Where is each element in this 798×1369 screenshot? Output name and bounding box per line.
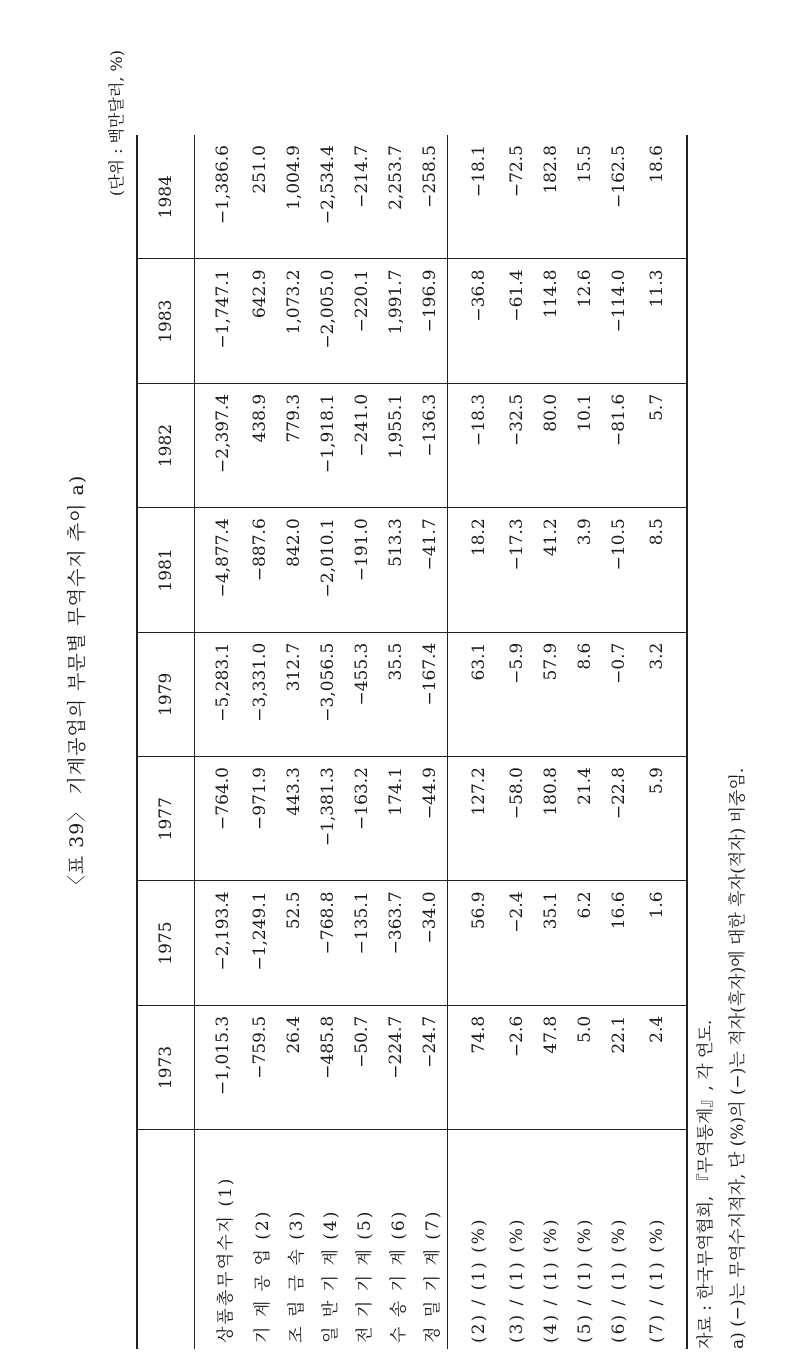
table-cell: 6.2 (568, 881, 602, 1005)
table-cell: −1,249.1 (243, 881, 277, 1005)
row-label: 일 반 기 계 (4) (320, 1209, 341, 1343)
table-cell: −485.8 (311, 1005, 345, 1129)
table-cell: 1.6 (636, 881, 687, 1005)
table-cell: −163.2 (345, 757, 379, 881)
table-cell: 842.0 (277, 508, 311, 632)
table-cell: 35.5 (379, 632, 413, 756)
table-cell: 35.1 (534, 881, 568, 1005)
table-cell: −3,056.5 (311, 632, 345, 756)
year-header: 1977 (137, 757, 195, 881)
table-cell: 312.7 (277, 632, 311, 756)
table-cell: 57.9 (534, 632, 568, 756)
table-cell: 41.2 (534, 508, 568, 632)
table-cell: −61.4 (500, 259, 534, 383)
table-cell: 15.5 (568, 135, 602, 259)
table-cell: −72.5 (500, 135, 534, 259)
table-cell: 5.7 (636, 383, 687, 507)
table-cell: 21.4 (568, 757, 602, 881)
table-title: 〈표 39〉 기계공업의 부문별 무역수지 추이 a) (66, 474, 88, 895)
table-cell: −44.9 (413, 757, 448, 881)
table-cell: −167.4 (413, 632, 448, 756)
table-cell: 11.3 (636, 259, 687, 383)
table-row (243, 135, 277, 1349)
table-cell: −2,193.4 (195, 881, 244, 1005)
table-cell: 1,991.7 (379, 259, 413, 383)
table-cell: 74.8 (448, 1005, 501, 1129)
table-row (534, 135, 568, 1349)
table-cell: −1,386.6 (195, 135, 244, 259)
year-header: 1984 (137, 135, 195, 259)
table-cell: −258.5 (413, 135, 448, 259)
table-row (195, 135, 244, 1349)
row-label: 상품총무역수지 (1) (215, 1176, 236, 1343)
table-cell: −759.5 (243, 1005, 277, 1129)
table-cell: 251.0 (243, 135, 277, 259)
table-cell: −196.9 (413, 259, 448, 383)
table-cell: −4,877.4 (195, 508, 244, 632)
table-cell: 443.3 (277, 757, 311, 881)
table-cell: 2,253.7 (379, 135, 413, 259)
table-cell: −887.6 (243, 508, 277, 632)
table-cell: 1,955.1 (379, 383, 413, 507)
table-cell: −135.1 (345, 881, 379, 1005)
table-cell: −3,331.0 (243, 632, 277, 756)
table-cell: −24.7 (413, 1005, 448, 1129)
footnote: a) (−)는 무역수지적자, 단 (%)의 (−)는 적자(흑자)에 대한 흑자(적자) 비중임. (728, 767, 748, 1349)
table-cell: 127.2 (448, 757, 501, 881)
year-header: 1983 (137, 259, 195, 383)
table-cell: −10.5 (602, 508, 636, 632)
table-cell: −18.3 (448, 383, 501, 507)
table-cell: −224.7 (379, 1005, 413, 1129)
table-cell: −114.0 (602, 259, 636, 383)
table-row (602, 135, 636, 1349)
table-body (195, 135, 688, 1349)
row-label: 기 계 공 업 (2) (252, 1209, 273, 1343)
table-row (311, 135, 345, 1349)
table-cell: 16.6 (602, 881, 636, 1005)
table-cell: −220.1 (345, 259, 379, 383)
table-row (379, 135, 413, 1349)
year-header: 1982 (137, 383, 195, 507)
table-cell: 513.3 (379, 508, 413, 632)
table-cell: 1,004.9 (277, 135, 311, 259)
table-cell: 114.8 (534, 259, 568, 383)
table-cell: 438.9 (243, 383, 277, 507)
table-cell: 80.0 (534, 383, 568, 507)
row-label: 조 립 금 속 (3) (286, 1209, 307, 1343)
table-cell: −18.1 (448, 135, 501, 259)
table-cell: −81.6 (602, 383, 636, 507)
table-cell: 56.9 (448, 881, 501, 1005)
year-header: 1979 (137, 632, 195, 756)
table-cell: 779.3 (277, 383, 311, 507)
table-cell: −768.8 (311, 881, 345, 1005)
source-note: 자료 : 한국무역협회, 『무역통계』, 각 연도. (696, 1019, 716, 1349)
table-cell: 3.2 (636, 632, 687, 756)
table-cell: −136.3 (413, 383, 448, 507)
table-cell: −5,283.1 (195, 632, 244, 756)
table-cell: −191.0 (345, 508, 379, 632)
table-cell: −1,918.1 (311, 383, 345, 507)
table-cell: −971.9 (243, 757, 277, 881)
table-cell: −58.0 (500, 757, 534, 881)
table-cell: 642.9 (243, 259, 277, 383)
unit-note: (단위 : 백만달러, %) (107, 50, 126, 197)
row-label: 수 송 기 계 (6) (388, 1209, 409, 1343)
table-cell: −241.0 (345, 383, 379, 507)
table-cell: −1,747.1 (195, 259, 244, 383)
table-cell: 18.2 (448, 508, 501, 632)
table-cell: −36.8 (448, 259, 501, 383)
row-label: (4) / (1) (%) (541, 1217, 561, 1343)
table-cell: 8.5 (636, 508, 687, 632)
table-cell: 5.0 (568, 1005, 602, 1129)
table-cell: −2.6 (500, 1005, 534, 1129)
year-header: 1975 (137, 881, 195, 1005)
table-cell: −363.7 (379, 881, 413, 1005)
table-row (277, 135, 311, 1349)
table-cell: −2,397.4 (195, 383, 244, 507)
header-blank (137, 1130, 195, 1349)
year-header: 1973 (137, 1005, 195, 1129)
table-cell: −5.9 (500, 632, 534, 756)
table-cell: −17.3 (500, 508, 534, 632)
table-cell: 47.8 (534, 1005, 568, 1129)
table-cell: 182.8 (534, 135, 568, 259)
table-cell: −0.7 (602, 632, 636, 756)
table-cell: −2.4 (500, 881, 534, 1005)
row-label: (5) / (1) (%) (575, 1217, 595, 1343)
table-cell: 63.1 (448, 632, 501, 756)
table-row (413, 135, 448, 1349)
table-cell: 10.1 (568, 383, 602, 507)
table-cell: 1,073.2 (277, 259, 311, 383)
table-cell: 12.6 (568, 259, 602, 383)
row-label: (3) / (1) (%) (507, 1217, 527, 1343)
row-label: 정 밀 기 계 (7) (422, 1209, 443, 1343)
table-cell: −2,534.4 (311, 135, 345, 259)
table-cell: −2,005.0 (311, 259, 345, 383)
table-row (568, 135, 602, 1349)
table-cell: 3.9 (568, 508, 602, 632)
table-cell: −2,010.1 (311, 508, 345, 632)
table-row (500, 135, 534, 1349)
table-cell: 2.4 (636, 1005, 687, 1129)
table-row (448, 135, 501, 1349)
table-cell: 18.6 (636, 135, 687, 259)
trade-balance-table (136, 135, 688, 1349)
table-cell: −41.7 (413, 508, 448, 632)
table-cell: −764.0 (195, 757, 244, 881)
row-label: 전 기 기 계 (5) (354, 1209, 375, 1343)
table-cell: −22.8 (602, 757, 636, 881)
table-cell: −162.5 (602, 135, 636, 259)
table-cell: −32.5 (500, 383, 534, 507)
header-row (137, 135, 195, 1349)
table-cell: −1,015.3 (195, 1005, 244, 1129)
table-cell: 5.9 (636, 757, 687, 881)
table-cell: −455.3 (345, 632, 379, 756)
table-cell: 22.1 (602, 1005, 636, 1129)
year-header: 1981 (137, 508, 195, 632)
table-row (636, 135, 687, 1349)
row-label: (2) / (1) (%) (448, 1130, 501, 1349)
table-cell: 180.8 (534, 757, 568, 881)
table-cell: −214.7 (345, 135, 379, 259)
table-cell: 8.6 (568, 632, 602, 756)
table-cell: −1,381.3 (311, 757, 345, 881)
row-label: (7) / (1) (%) (636, 1130, 687, 1349)
table-cell: −34.0 (413, 881, 448, 1005)
table-cell: 52.5 (277, 881, 311, 1005)
notes (690, 768, 754, 1349)
table-cell: 26.4 (277, 1005, 311, 1129)
table-cell: 174.1 (379, 757, 413, 881)
table-cell: −50.7 (345, 1005, 379, 1129)
table-row (345, 135, 379, 1349)
row-label: (6) / (1) (%) (609, 1217, 629, 1343)
